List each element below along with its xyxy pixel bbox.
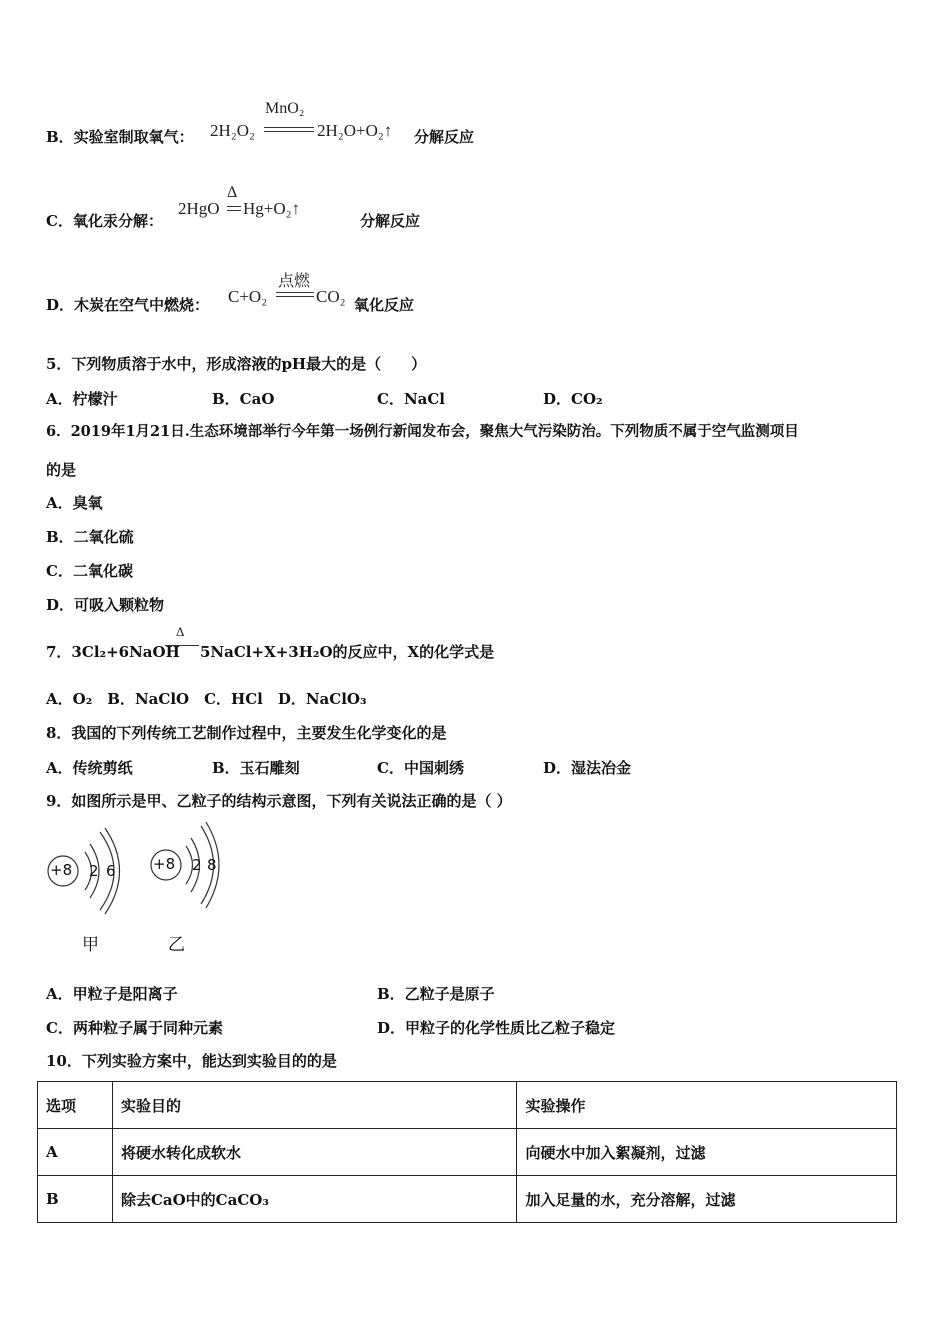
q5-option-a: A．柠檬汁 [46, 390, 118, 408]
table-row [38, 1176, 897, 1223]
q6-stem-line1: 6．2019年1月21日.生态环境部举行今年第一场例行新闻发布会，聚焦大气污染防治。下列物质不属于空气监测项目 [46, 423, 799, 440]
q5-option-d: D．CO₂ [543, 390, 603, 408]
q4-d-eq-left: C+O₂ [228, 287, 268, 306]
q4-option-d-label: D．木炭在空气中燃烧： [46, 296, 210, 314]
jia-particle-diagram [42, 820, 132, 915]
q4-c-type: 分解反应 [360, 212, 421, 230]
yi-shell2-electrons: 8 [207, 856, 217, 874]
q9-option-c: C．两种粒子属于同种元素 [46, 1019, 223, 1037]
jia-nucleus-charge: +8 [50, 861, 73, 879]
q4-d-condition: 点燃 [278, 273, 311, 290]
q4-c-eq-left: 2HgO [178, 199, 220, 218]
q4-d-type: 氧化反应 [354, 296, 415, 314]
table-cell: A [38, 1129, 113, 1176]
q9-option-d: D．甲粒子的化学性质比乙粒子稳定 [377, 1019, 616, 1037]
q8-stem: 8．我国的下列传统工艺制作过程中，主要发生化学变化的是 [46, 724, 447, 742]
q7-options: A．O₂ B．NaClO C．HCl D．NaClO₃ [46, 690, 367, 708]
q9-stem: 9．如图所示是甲、乙粒子的结构示意图，下列有关说法正确的是（ ） [46, 792, 512, 810]
table-cell: 将硬水转化成软水 [112, 1129, 517, 1176]
q10-stem: 10．下列实验方案中，能达到实验目的的是 [46, 1052, 337, 1070]
table-cell: B [38, 1176, 113, 1223]
q8-option-b: B．玉石雕刻 [212, 759, 300, 777]
jia-shell2-electrons: 6 [106, 862, 116, 880]
q4-b-eq-right: 2H₂O+O₂↑ [317, 121, 393, 140]
table-header-cell: 选项 [38, 1082, 113, 1129]
q9-option-a: A．甲粒子是阳离子 [46, 985, 178, 1003]
table-cell: 加入足量的水，充分溶解，过滤 [517, 1176, 897, 1223]
q8-option-c: C．中国刺绣 [377, 759, 464, 777]
q4-d-eq-right: CO₂ [316, 287, 346, 306]
yi-shell1-electrons: 2 [192, 856, 202, 874]
q9-option-b: B．乙粒子是原子 [377, 985, 495, 1003]
q8-option-d: D．湿法冶金 [543, 759, 632, 777]
yi-label: 乙 [168, 935, 185, 955]
q7-arrow-line [165, 645, 199, 646]
q6-option-b: B．二氧化硫 [46, 528, 134, 546]
q6-stem-line2: 的是 [46, 461, 77, 479]
q6-option-a: A．臭氧 [46, 494, 103, 512]
q6-option-c: C．二氧化碳 [46, 562, 133, 580]
q4-c-equals-sign [227, 206, 241, 211]
q4-b-eq-left: 2H₂O₂ [210, 121, 255, 140]
q4-c-eq-right: Hg+O₂↑ [243, 199, 301, 218]
q7-stem-left: 7．3Cl₂+6NaOH [46, 643, 180, 661]
q7-stem-right: 5NaCl+X+3H₂O的反应中，X的化学式是 [200, 643, 495, 661]
table-cell: 向硬水中加入絮凝剂，过滤 [517, 1129, 897, 1176]
q5-option-b: B．CaO [212, 390, 275, 408]
q6-option-d: D．可吸入颗粒物 [46, 596, 165, 614]
q4-b-equals-sign [264, 127, 314, 132]
q7-condition: Δ [176, 624, 185, 639]
jia-label: 甲 [82, 935, 99, 955]
q4-option-c-label: C．氧化汞分解： [46, 212, 163, 230]
q4-d-equals-sign [276, 292, 314, 297]
q5-option-c: C．NaCl [377, 390, 446, 408]
yi-particle-diagram [146, 818, 226, 913]
q5-stem: 5．下列物质溶于水中，形成溶液的pH最大的是（ ） [46, 355, 427, 373]
q4-c-condition: Δ [227, 184, 238, 201]
q4-option-b-label: B．实验室制取氧气： [46, 128, 194, 146]
experiment-table [37, 1081, 897, 1223]
jia-shell1-electrons: 2 [89, 862, 99, 880]
yi-nucleus-charge: +8 [153, 855, 176, 873]
q4-b-condition: MnO₂ [265, 100, 305, 117]
table-cell: 除去CaO中的CaCO₃ [112, 1176, 517, 1223]
q8-option-a: A．传统剪纸 [46, 759, 133, 777]
q4-b-type: 分解反应 [414, 128, 475, 146]
table-header-cell: 实验操作 [517, 1082, 897, 1129]
table-header-cell: 实验目的 [112, 1082, 517, 1129]
table-header-row [38, 1082, 897, 1129]
table-row [38, 1129, 897, 1176]
